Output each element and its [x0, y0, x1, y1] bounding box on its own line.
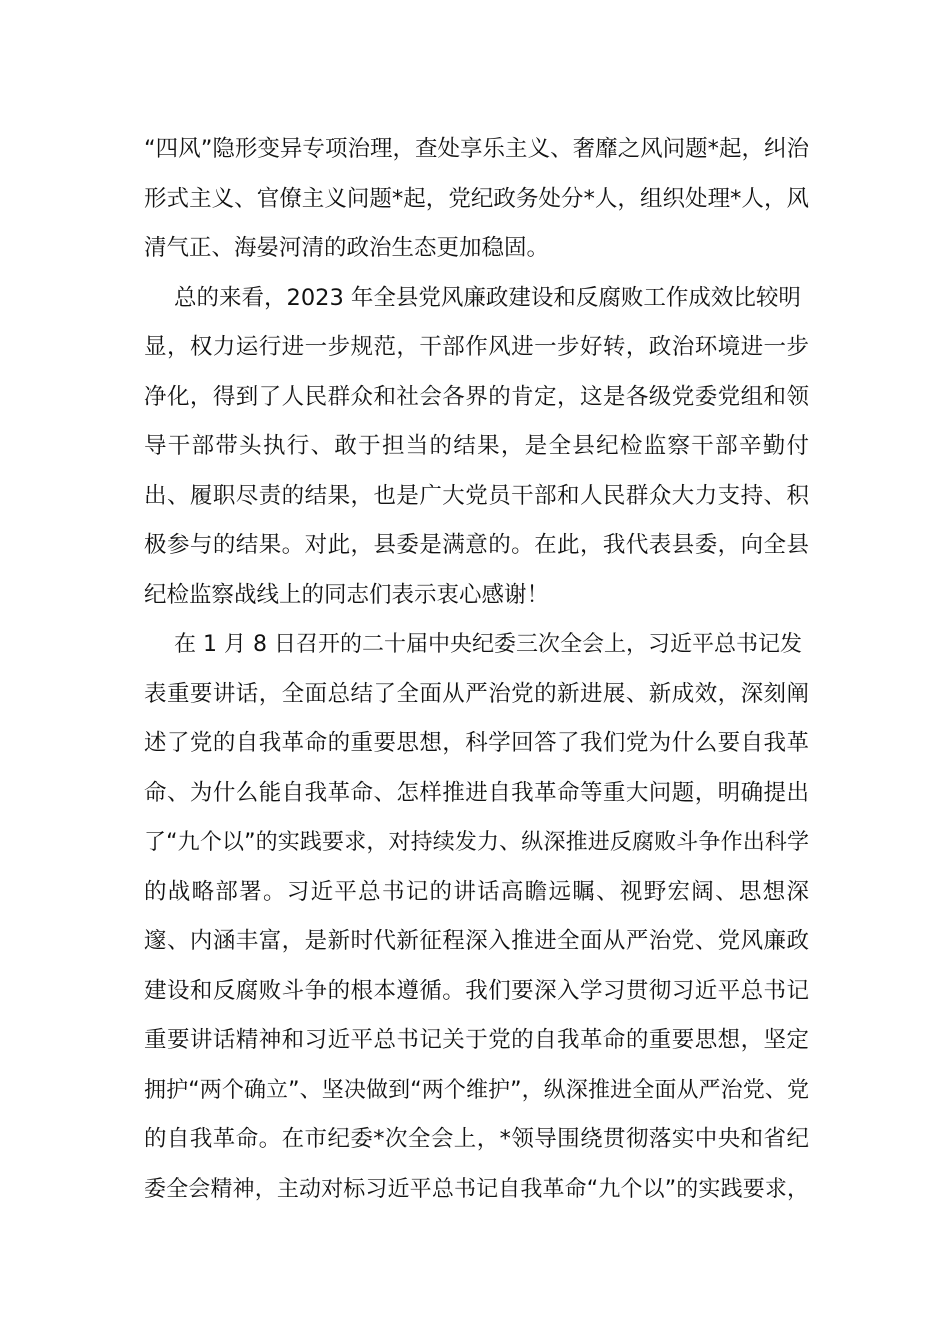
- text-line: 净化，得到了人民群众和社会各界的肯定，这是各级党委党组和领: [144, 383, 809, 410]
- text-line: 拥护“两个确立”、坚决做到“两个维护”，纵深推进全面从严治党、党: [144, 1077, 809, 1103]
- paragraph-2: [144, 274, 809, 621]
- text-line: 在 1 月 8 日召开的二十届中央纪委三次全会上，习近平总书记发: [174, 632, 802, 657]
- text-line: 总的来看，2023 年全县党风廉政建设和反腐败工作成效比较明: [174, 284, 801, 311]
- text-line: 纪检监察战线上的同志们表示衷心感谢！: [144, 581, 550, 608]
- text-line: 出、履职尽责的结果，也是广大党员干部和人民群众大力支持、积: [144, 482, 809, 509]
- text-line: 形式主义、官僚主义问题*起，党纪政务处分*人，组织处理*人，风: [144, 185, 809, 212]
- paragraph-1: [144, 125, 809, 274]
- text-line: 的自我革命。在市纪委*次全会上，*领导围绕贯彻落实中央和省纪: [144, 1126, 809, 1152]
- text-line: “四风”隐形变异专项治理，查处享乐主义、奢靡之风问题*起，纠治: [144, 136, 809, 162]
- text-line: 导干部带头执行、敢于担当的结果，是全县纪检监察干部辛勤付: [144, 433, 809, 459]
- paragraph-3: [144, 620, 809, 1214]
- text-line: 建设和反腐败斗争的根本遵循。我们要深入学习贯彻习近平总书记: [144, 977, 809, 1004]
- text-line: 委全会精神，主动对标习近平总书记自我革命“九个以”的实践要求，: [144, 1176, 809, 1202]
- text-line: 极参与的结果。对此，县委是满意的。在此，我代表县委，向全县: [144, 532, 809, 558]
- text-line: 邃、内涵丰富，是新时代新征程深入推进全面从严治党、党风廉政: [144, 928, 809, 954]
- text-line: 显，权力运行进一步规范，干部作风进一步好转，政治环境进一步: [144, 334, 809, 360]
- document-body: [144, 125, 809, 1214]
- text-line: 表重要讲话，全面总结了全面从严治党的新进展、新成效，深刻阐: [144, 680, 809, 707]
- text-line: 了“九个以”的实践要求，对持续发力、纵深推进反腐败斗争作出科学: [144, 830, 809, 855]
- text-line: 重要讲话精神和习近平总书记关于党的自我革命的重要思想，坚定: [144, 1027, 809, 1053]
- text-line: 的战略部署。习近平总书记的讲话高瞻远瞩、视野宏阔、思想深: [144, 878, 809, 905]
- text-line: 清气正、海晏河清的政治生态更加稳固。: [144, 235, 550, 261]
- text-line: 述了党的自我革命的重要思想，科学回答了我们党为什么要自我革: [144, 730, 809, 756]
- text-line: 命、为什么能自我革命、怎样推进自我革命等重大问题，明确提出: [144, 779, 809, 806]
